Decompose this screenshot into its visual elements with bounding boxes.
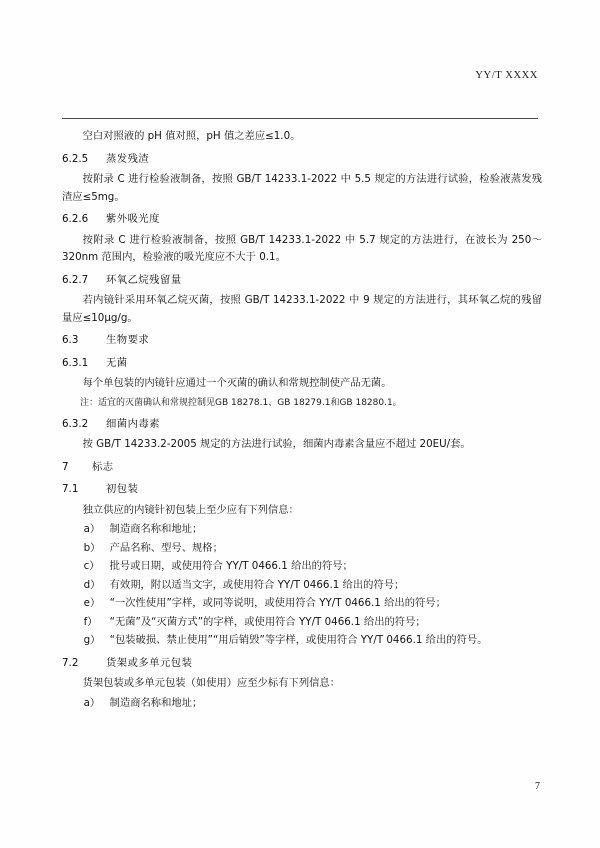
list-item-text: 有效期，附以适当文字，或使用符合 YY/T 0466.1 给出的符号； bbox=[109, 578, 405, 591]
list-item-marker: d） bbox=[83, 578, 101, 591]
list-item bbox=[62, 540, 542, 558]
heading-6-3-number: 6.3 bbox=[62, 334, 79, 346]
heading-6-3-2-title: 细菌内毒素 bbox=[106, 417, 160, 430]
para-7-1-body: 独立供应的内镜针初包装上至少应有下列信息： bbox=[82, 503, 299, 516]
list-7-1 bbox=[62, 521, 542, 650]
page-header bbox=[0, 70, 538, 81]
heading-6-3-1 bbox=[62, 355, 542, 373]
para-6-3-2-body: 按 GB/T 14233.2-2005 规定的方法进行试验，细菌内毒素含量应不超过 20EU/套。 bbox=[82, 438, 471, 450]
para-6-2-5-body: 按附录 C 进行检验液制备，按照 GB/T 14233.1-2022 中 5.5 规定的方法进行试验，检验液蒸发残渣应≤5mg。 bbox=[62, 173, 542, 203]
list-item-text: “无菌”及“灭菌方式”的字样，或使用符合 YY/T 0466.1 给出的符号； bbox=[109, 615, 426, 628]
list-item-text: 产品名称、型号、规格； bbox=[109, 541, 223, 554]
heading-7 bbox=[62, 459, 542, 477]
list-item-marker: e） bbox=[83, 597, 101, 609]
heading-6-3 bbox=[62, 332, 542, 350]
heading-6-2-5-title: 蒸发残渣 bbox=[106, 152, 150, 165]
para-6-2-7-body: 若内镜针采用环氧乙烷灭菌，按照 GB/T 14233.1-2022 中 9 规定的方法进行，其环氧乙烷的残留量应≤10μg/g。 bbox=[62, 294, 542, 324]
para-6-2-6-body: 按附录 C 进行检验液制备，按照 GB/T 14233.1-2022 中 5.7 规定的方法进行，在波长为 250～320nm 范围内，检验液的吸光度应不大于 0.1。 bbox=[62, 233, 542, 263]
heading-6-2-6-number: 6.2.6 bbox=[62, 213, 89, 225]
para-6-3-1-body: 每个单包装的内镜针应通过一个灭菌的确认和常规控制使产品无菌。 bbox=[82, 377, 392, 389]
page-number: 7 bbox=[535, 781, 540, 792]
heading-6-3-2-number: 6.3.2 bbox=[62, 417, 89, 430]
para-ph-comparison: 空白对照液的 pH 值对照，pH 值之差应≤1.0。 bbox=[82, 130, 301, 142]
list-item-marker: a） bbox=[83, 696, 101, 709]
list-item-text: 制造商名称和地址； bbox=[109, 696, 203, 709]
document-body bbox=[62, 128, 542, 713]
heading-6-2-7-title: 环氧乙烷残留量 bbox=[106, 273, 182, 286]
heading-6-2-6 bbox=[62, 211, 542, 229]
list-item bbox=[62, 695, 542, 713]
heading-7-1 bbox=[62, 481, 542, 499]
list-item-marker: g） bbox=[83, 634, 101, 646]
list-item bbox=[62, 558, 542, 576]
heading-7-2-number: 7.2 bbox=[62, 656, 79, 669]
header-standard-code: YY/T XXXX bbox=[475, 70, 538, 81]
heading-7-1-number: 7.1 bbox=[62, 483, 79, 495]
list-item-marker: a） bbox=[83, 523, 101, 535]
heading-6-2-5-number: 6.2.5 bbox=[62, 152, 89, 165]
list-item-text: 批号或日期，或使用符合 YY/T 0466.1 给出的符号； bbox=[109, 560, 353, 572]
list-item-text: “一次性使用”字样，或同等说明，或使用符合 YY/T 0466.1 给出的符号； bbox=[109, 597, 446, 609]
heading-7-1-title: 初包装 bbox=[106, 483, 139, 495]
list-item bbox=[62, 595, 542, 613]
header-rule bbox=[62, 118, 538, 119]
heading-6-2-7 bbox=[62, 272, 542, 290]
para-7-2-body: 货架包装或多单元包装（如使用）应至少标有下列信息： bbox=[82, 677, 341, 689]
list-item-marker: b） bbox=[83, 541, 101, 554]
heading-6-3-1-title: 无菌 bbox=[106, 356, 128, 369]
heading-6-3-title: 生物要求 bbox=[106, 334, 150, 346]
heading-6-2-5 bbox=[62, 151, 542, 169]
heading-6-2-7-number: 6.2.7 bbox=[62, 273, 89, 286]
list-7-2 bbox=[62, 695, 542, 713]
heading-6-2-6-title: 紫外吸光度 bbox=[106, 213, 160, 225]
list-item-marker: c） bbox=[83, 560, 100, 572]
list-item-text: 制造商名称和地址； bbox=[109, 523, 203, 535]
list-item bbox=[62, 614, 542, 632]
list-item bbox=[62, 577, 542, 595]
heading-6-3-2 bbox=[62, 416, 542, 434]
list-item bbox=[62, 521, 542, 539]
heading-7-title: 标志 bbox=[92, 460, 114, 473]
list-item-text: “包装破损、禁止使用”“用后销毁”等字样，或使用符合 YY/T 0466.1 给出的符号。 bbox=[109, 634, 488, 646]
heading-7-2 bbox=[62, 655, 542, 673]
list-item-marker: f） bbox=[83, 615, 98, 628]
heading-6-3-1-number: 6.3.1 bbox=[62, 356, 89, 369]
heading-7-number: 7 bbox=[62, 460, 69, 473]
list-item bbox=[62, 632, 542, 650]
note-sterilization: 注：适宜的灭菌确认和常规控制见GB 18278.1、GB 18279.1和GB 18280.1。 bbox=[80, 397, 402, 408]
heading-7-2-title: 货架或多单元包装 bbox=[106, 656, 193, 669]
